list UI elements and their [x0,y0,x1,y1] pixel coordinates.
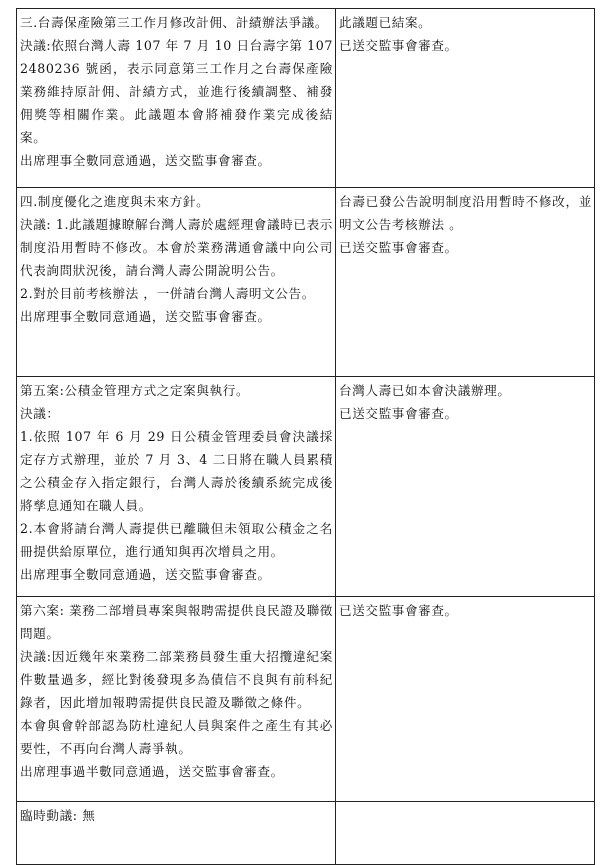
table-row [17,377,595,597]
paragraph: 1.依照 107 年 6 月 29 日公積金管理委員會決議採定存方式辦理，並於 7 月 3、4 二日將在職人員累積之公積金存入指定銀行，台灣人壽於後續系統完成後將孳息通知在職人員。 [20,429,333,513]
status-line: 已送交監事會審查。 [339,38,458,53]
paragraph: 決議: 1.此議題據瞭解台灣人壽於處經理會議時已表示制度沿用暫時不修改。本會於業務溝通會議中向公司代表詢問狀況後，請台灣人壽公開說明公告。 [20,217,333,278]
resolution-cell [17,188,336,377]
status-line: 已送交監事會審查。 [339,406,458,421]
paragraph: 2.對於目前考核辦法 ，一併請台灣人壽明文公告。 [20,286,315,301]
paragraph: 決議:因近幾年來業務二部業務員發生重大招攬違紀案件數量過多，經比對後發現多為債信不良與有前科紀錄者，因此增加報聘需提供良民證及聯徵之條件。 [20,649,333,710]
resolution-cell [17,377,336,597]
table-row [17,188,595,377]
status-line: 已送交監事會審查。 [339,240,458,255]
paragraph: 臨時動議: 無 [20,808,96,823]
resolution-cell [17,9,336,188]
status-cell [336,802,595,865]
paragraph: 第六案: 業務二部增員專案與報聘需提供良民證及聯徵問題。 [20,603,333,641]
status-line: 台灣人壽已如本會決議辦理。 [339,383,511,398]
minutes-table [16,8,595,865]
status-cell [336,377,595,597]
paragraph: 2.本會將請台灣人壽提供已離職但未領取公積金之名冊提供給原單位，進行通知與再次增員之用。 [20,521,333,559]
paragraph: 出席理事全數同意通過，送交監事會審查。 [20,153,271,168]
status-line: 已送交監事會審查。 [339,603,458,618]
paragraph: 第五案:公積金管理方式之定案與執行。 [20,383,250,398]
table-row [17,597,595,802]
paragraph: 出席理事全數同意通過，送交監事會審查。 [20,567,271,582]
status-cell [336,597,595,802]
paragraph: 三.台壽保產險第三工作月修改計佣、計績辦法爭議。 [20,15,329,30]
table-row [17,802,595,865]
paragraph: 決議： [20,406,60,421]
resolution-cell [17,597,336,802]
paragraph: 出席理事全數同意通過，送交監事會審查。 [20,309,271,324]
status-cell [336,9,595,188]
paragraph: 決議:依照台灣人壽 107 年 7 月 10 日台壽字第 1072480236 號函，表示同意第三工作月之台壽保產險業務維持原計佣、計績方式，並進行後續調整、補發佣獎等相關作業。此議題本會將補發作業完成後結案。 [20,38,333,145]
paragraph: 四.制度優化之進度與未來方針。 [20,194,210,209]
table-row [17,9,595,188]
resolution-cell [17,802,336,865]
status-line: 此議題已結案。 [339,15,432,30]
paragraph: 本會與會幹部認為防杜違紀人員與案件之產生有其必要性，不再向台灣人壽爭執。 [20,718,333,756]
paragraph: 出席理事過半數同意通過，送交監事會審查。 [20,764,284,779]
status-cell [336,188,595,377]
status-line: 台壽已發公告說明制度沿用暫時不修改，並明文公告考核辦法 。 [339,194,592,232]
